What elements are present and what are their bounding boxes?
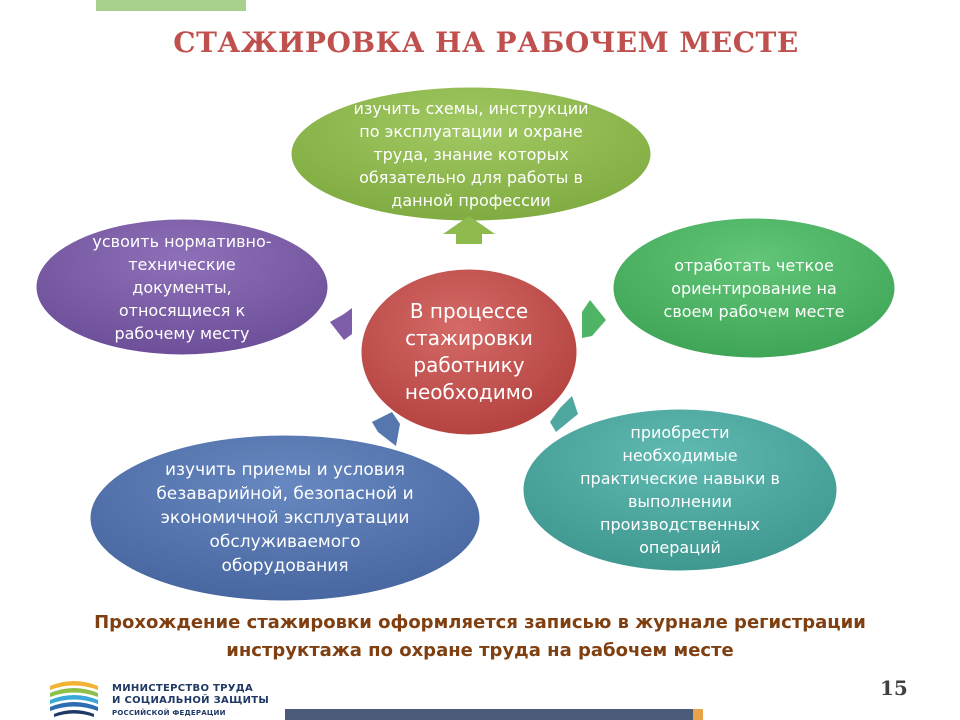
bubble-normative-documents xyxy=(35,218,329,356)
bubble-top-text: изучить схемы, инструкции по эксплуатации и охране труда, знание которых обязательно для работы в данной профессии xyxy=(353,98,589,210)
footer-note-line1: Прохождение стажировки оформляется записью в журнале регистрации xyxy=(94,612,866,633)
bottom-accent-bar xyxy=(693,709,703,720)
ministry-line3: РОССИЙСКОЙ ФЕДЕРАЦИИ xyxy=(112,709,226,717)
center-bubble xyxy=(360,268,578,436)
ministry-line1: МИНИСТЕРСТВО ТРУДА xyxy=(112,683,254,694)
ministry-logo-icon xyxy=(48,678,100,718)
ministry-name xyxy=(112,683,269,719)
ministry-line2: И СОЦИАЛЬНОЙ ЗАЩИТЫ xyxy=(112,695,270,706)
page-number: 15 xyxy=(880,676,908,700)
footer-note-line2: инструктажа по охране труда на рабочем месте xyxy=(226,640,734,661)
center-bubble-text: В процессе стажировки работнику необходимо xyxy=(404,299,534,404)
page-title: СТАЖИРОВКА НА РАБОЧЕМ МЕСТЕ xyxy=(173,26,799,59)
bubble-study-instructions xyxy=(290,86,652,222)
arrow-left-icon xyxy=(330,308,352,340)
bubble-bottom-right-text: приобрести необходимые практические навыки в выполнении производственных операций xyxy=(580,423,780,557)
bottom-decor-bar xyxy=(285,709,693,720)
bubble-right-text: отработать четкое ориентирование на своем рабочем месте xyxy=(663,255,845,321)
bubble-orientation xyxy=(612,217,896,359)
bubble-equipment-operation xyxy=(89,434,481,602)
bubble-left-text: усвоить нормативно- технические документы, относящиеся к рабочему месту xyxy=(92,231,272,343)
bubble-bottom-left-text: изучить приемы и условия безаварийной, безопасной и экономичной эксплуатации обслуживаемого оборудования xyxy=(156,460,414,576)
arrow-right-icon xyxy=(582,300,606,338)
